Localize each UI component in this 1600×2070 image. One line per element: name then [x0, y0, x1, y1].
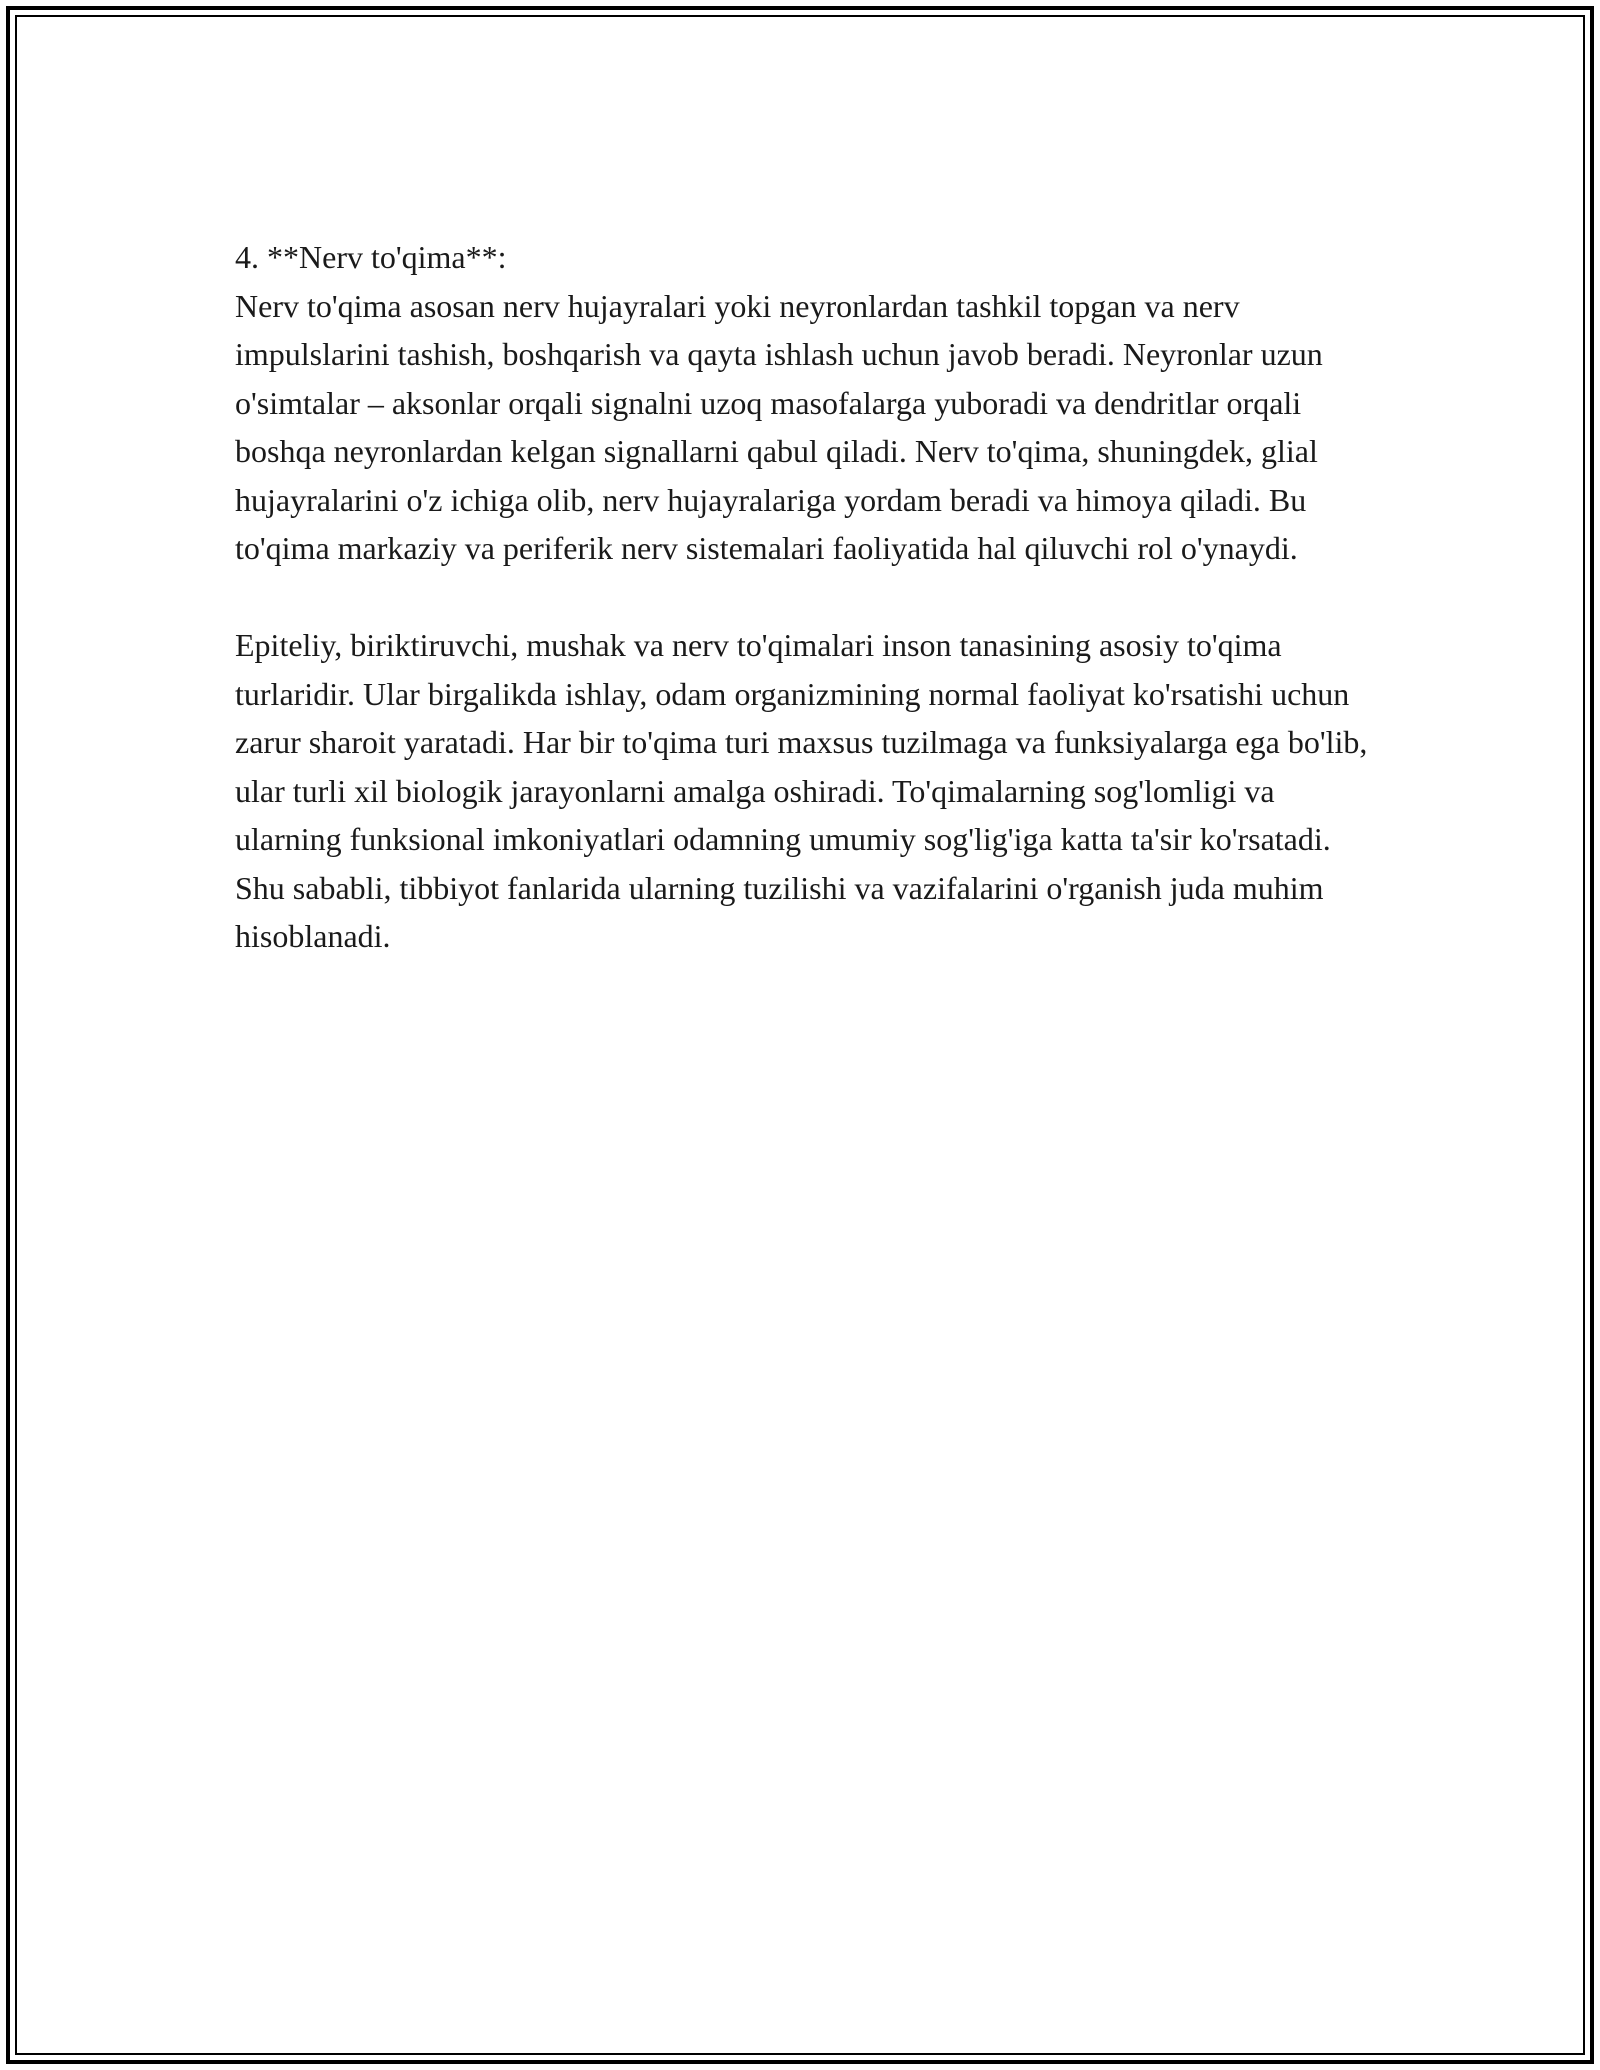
section-heading: 4. **Nerv to'qima**:	[235, 239, 507, 275]
document-body	[235, 233, 1385, 961]
paragraph-summary: Epiteliy, biriktiruvchi, mushak va nerv to'qimalari inson tanasining asosiy to'qima turlaridir. Ular birgalikda ishlay, odam organizmining normal faoliyat ko'rsatishi uchun zarur sharoit yaratadi. Har bir to'qima turi maxsus tuzilmaga va funksiyalarga ega bo'lib, ular turli xil biologik jarayonlarni amalga oshiradi. To'qimalarning sog'lomligi va ularning funksional imkoniyatlari odamning umumiy sog'lig'iga katta ta'sir ko'rsatadi. Shu sababli, tibbiyot fanlarida ularning tuzilishi va vazifalarini o'rganish juda muhim hisoblanadi.	[235, 627, 1368, 954]
paragraph-nerve-tissue: Nerv to'qima asosan nerv hujayralari yoki neyronlardan tashkil topgan va nerv impulslarini tashish, boshqarish va qayta ishlash uchun javob beradi. Neyronlar uzun o'simtalar – aksonlar orqali signalni uzoq masofalarga yuboradi va dendritlar orqali boshqa neyronlardan kelgan signallarni qabul qiladi. Nerv to'qima, shuningdek, glial hujayralarini o'z ichiga olib, nerv hujayralariga yordam beradi va himoya qiladi. Bu to'qima markaziy va periferik nerv sistemalari faoliyatida hal qiluvchi rol o'ynaydi.	[235, 287, 1323, 566]
